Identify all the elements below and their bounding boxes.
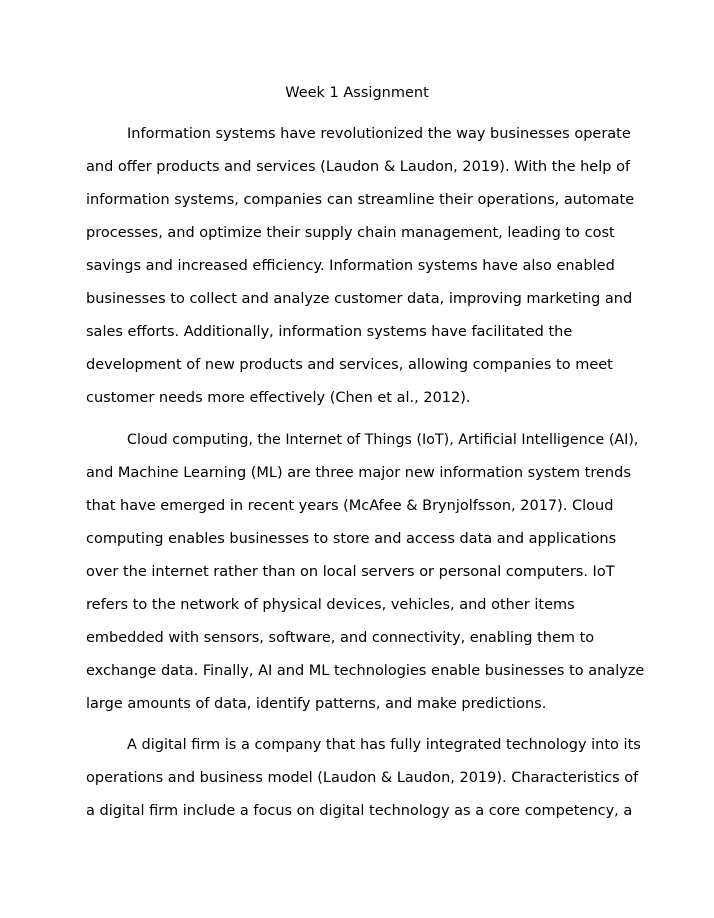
paragraph-line: embedded with sensors, software, and connectivity, enabling them to (86, 630, 595, 646)
paragraph-line: and Machine Learning (ML) are three major new information system trends (86, 465, 631, 481)
document-title: Week 1 Assignment (285, 85, 429, 101)
paragraph-line: operations and business model (Laudon & Laudon, 2019). Characteristics of (86, 770, 639, 786)
paragraph-line: development of new products and services, allowing companies to meet (86, 357, 613, 373)
paragraph-line: customer needs more effectively (Chen et al., 2012). (86, 390, 471, 406)
paragraph-line: large amounts of data, identify patterns, and make predictions. (86, 696, 547, 712)
paragraph-line: and offer products and services (Laudon & Laudon, 2019). With the help of (86, 159, 631, 175)
paragraph-line: computing enables businesses to store and access data and applications (86, 531, 617, 547)
paragraph-system-trends (86, 430, 646, 727)
paragraph-line: Information systems have revolutionized the way businesses operate (127, 126, 631, 142)
paragraph-line: A digital firm is a company that has fully integrated technology into its (127, 737, 641, 753)
paragraph-line: exchange data. Finally, AI and ML technologies enable businesses to analyze (86, 663, 645, 679)
paragraph-line: over the internet rather than on local servers or personal computers. IoT (86, 564, 615, 580)
paragraph-line: refers to the network of physical devices, vehicles, and other items (86, 597, 575, 613)
paragraph-line: sales efforts. Additionally, information systems have facilitated the (86, 324, 573, 340)
paragraph-line: information systems, companies can streamline their operations, automate (86, 192, 635, 208)
paragraph-line: processes, and optimize their supply chain management, leading to cost (86, 225, 615, 241)
paragraph-digital-firm (86, 735, 646, 834)
paragraph-line: savings and increased efficiency. Information systems have also enabled (86, 258, 615, 274)
paragraph-line: Cloud computing, the Internet of Things (IoT), Artificial Intelligence (AI), (127, 432, 639, 448)
paragraph-line: businesses to collect and analyze customer data, improving marketing and (86, 291, 633, 307)
paragraph-line: that have emerged in recent years (McAfee & Brynjolfsson, 2017). Cloud (86, 498, 614, 514)
paragraph-line: a digital firm include a focus on digital technology as a core competency, a (86, 803, 633, 819)
paragraph-information-systems (86, 124, 646, 421)
